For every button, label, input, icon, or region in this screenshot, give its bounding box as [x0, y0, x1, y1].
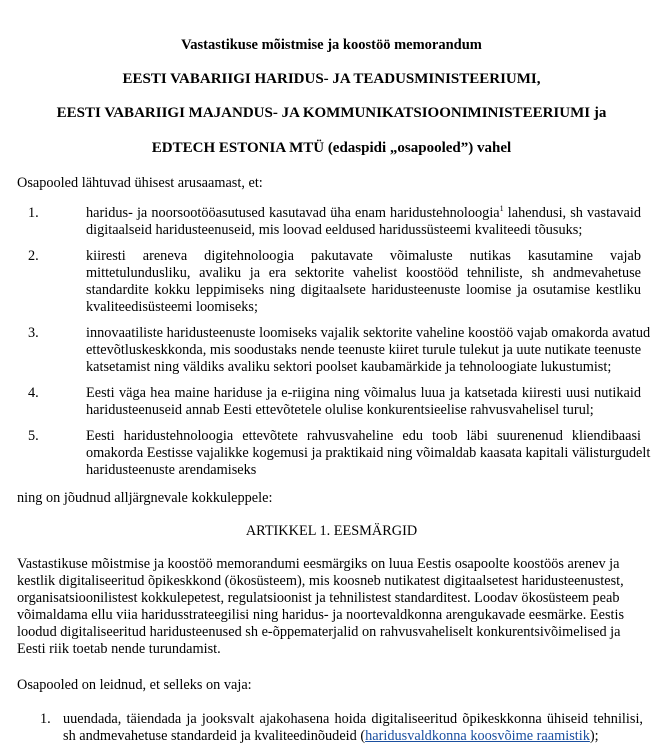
party-heading-2: EESTI VABARIIGI MAJANDUS- JA KOMMUNIKATSIOONIMINISTEERIUMI ja	[56, 105, 607, 121]
list-item-number: 2.	[28, 248, 39, 264]
article-paragraph: Vastastikuse mõistmise ja koostöö memorandumi eesmärgiks on luua Eestis osapoolte koostöös arenev ja kestlik digitaliseeritud õpikeskkond (ökosüsteem), mis koosneb nutikatest digitaalsetest haridusteenustest, organisatsioonilistest kokkulepetest, regulatsioonist ja tehnilistest standarditest. Loodav ökosüsteem peab võimaldama ellu viia haridusstrateegilisi ning haridus- ja noortevaldkonna arengukavade eesmärke. Eestis loodud digitaliseeritud haridusteenused sh e-õppematerjalid on rahvusvaheliselt konkurentsivõimelised ja Eesti riik toetab nende turundamist.	[17, 556, 625, 657]
agreement-text: ning on jõudnud alljärgnevale kokkuleppele:	[17, 490, 273, 506]
party-heading-3: EDTECH ESTONIA MTÜ (edaspidi „osapooled”) vahel	[151, 140, 512, 156]
list-item-text: uuendada, täiendada ja jooksvalt ajakohasena hoida digitaliseeritud õpikeskkonna ühiseid tehnilisi, sh andmevahetuse standardeid ja kvaliteedinõudeid (haridusvaldkonna koosvõime raamistik);	[63, 711, 643, 744]
framework-link[interactable]: haridusvaldkonna koosvõime raamistik	[365, 728, 590, 744]
footnote-marker[interactable]: 1	[499, 204, 504, 214]
intro-text: Osapooled lähtuvad ühisest arusaamast, et:	[17, 175, 263, 191]
list-item-number: 3.	[28, 325, 39, 341]
list-item-number: 1.	[40, 711, 51, 727]
need-intro-text: Osapooled on leidnud, et selleks on vaja:	[17, 677, 252, 693]
list-item-number: 5.	[28, 428, 39, 444]
list-item-text: kiiresti areneva digitehnoloogia pakutavate võimaluste nutikas kasutamine vajab mittetulundusliku, avaliku ja era sektorite vahelist koostööd tehniliste, sh andmevahetuse standardite kokku leppimiseks ning digitaalsete haridusteenuste loomise ja osutamise kestliku kvaliteedisüsteemi loomiseks;	[86, 248, 641, 315]
list-item-number: 4.	[28, 385, 39, 401]
article-heading: ARTIKKEL 1. EESMÄRGID	[245, 523, 418, 539]
list-item-text: innovaatiliste haridusteenuste loomiseks vajalik sektorite vaheline koostöö vajab omakorda avatud ettevõtluskeskkonda, mis soodustaks nende teenuste kiiret turule tulekut ja uute nutikate teenuste katsetamist ning väldiks avaliku sektori poolset kaubamärkide ja tehnoloogiate lukustumist;	[86, 325, 651, 375]
party-heading-1: EESTI VABARIIGI HARIDUS- JA TEADUSMINISTEERIUMI,	[122, 71, 541, 87]
memorandum-title: Vastastikuse mõistmise ja koostöö memorandum	[181, 37, 482, 53]
list-item-number: 1.	[28, 205, 39, 221]
list-item-text: Eesti väga hea maine hariduse ja e-riigina ning võimalus luua ja katsetada kiiresti uusi nutikaid haridusteenuseid annab Eesti ettevõtetele olulise konkurentsieelise rahvusvahelisel turul;	[86, 385, 641, 418]
list-item-text: Eesti haridustehnoloogia ettevõtete rahvusvaheline edu toob läbi suurenenud kliendibaasi omakorda Eestisse vajalikke kogemusi ja praktikaid ning võimaldab kaasata kapitali välisturgudelt haridusteenuste arendamiseks	[86, 428, 651, 478]
list-item-text: haridus- ja noorsootööasutused kasutavad üha enam haridustehnoloogia$^1$ lahendusi, sh vastavaid digitaalseid haridusteenuseid, mis loovad eeldused haridussüsteemi kvaliteedi tõusuks;	[86, 204, 642, 238]
